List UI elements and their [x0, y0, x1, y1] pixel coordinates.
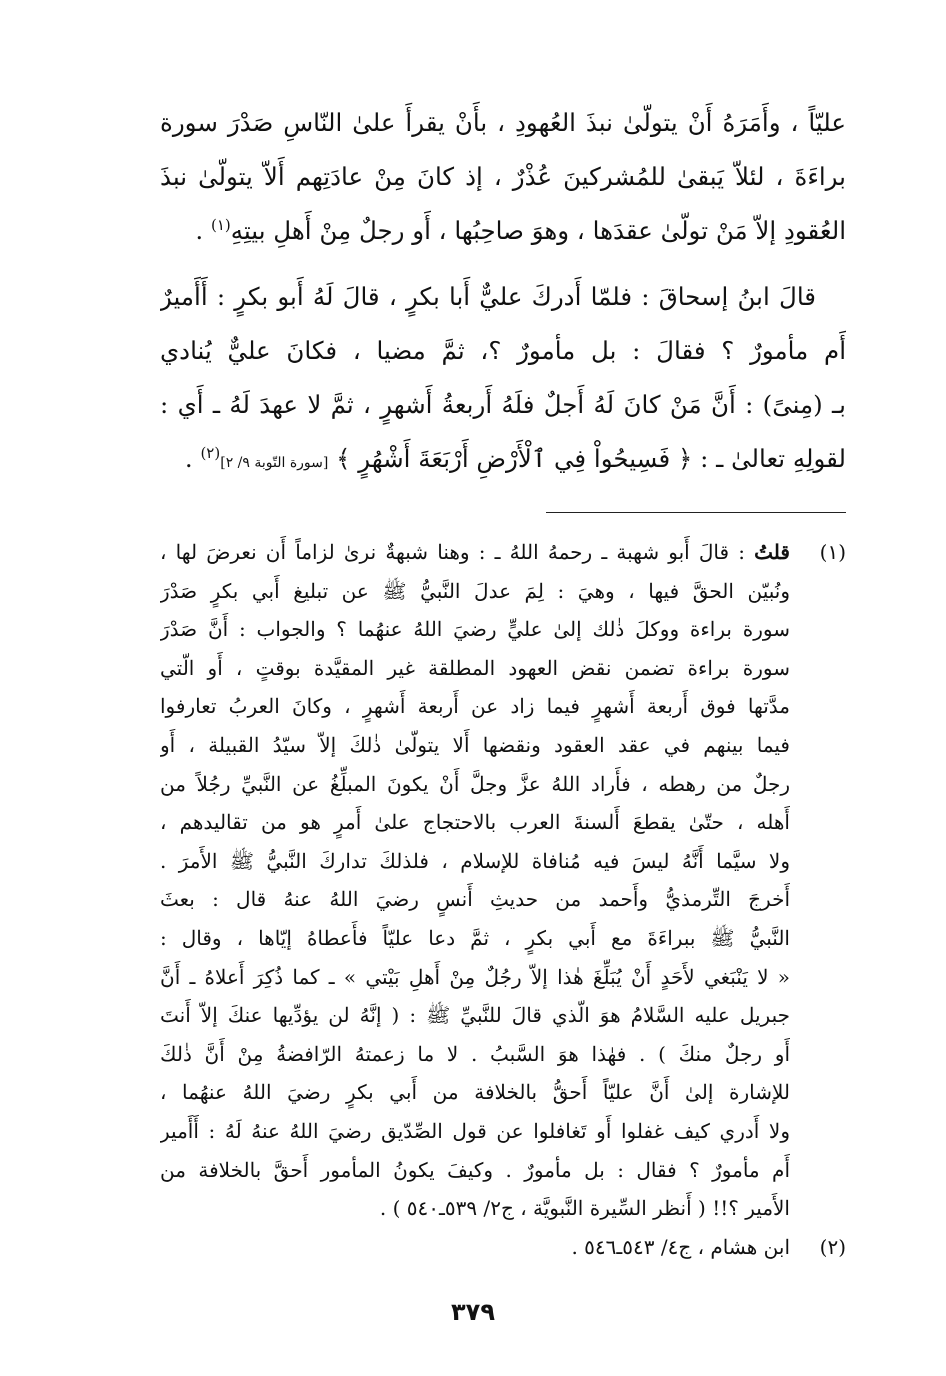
- footnote-line: أَم مأمورٌ ؟ فقال : بل مأمورٌ . وكيفَ يكونُ المأمور أَحقَّ بالخلافة من: [160, 1157, 790, 1182]
- quran-verse: لقولِهِ تعالىٰ ـ : ﴿ فَسِيحُواْ فِي ٱلْأَرْضِ أَرْبَعَةَ أَشْهُرٍ ﴾: [336, 444, 846, 473]
- main-line: قالَ ابنُ إسحاقَ : فلمّا أَدركَ عليٌّ أَبا بكرٍ ، قالَ لَهُ أَبو بكرٍ : أَأَميرٌ: [160, 282, 816, 311]
- footnote-line: ونُبيّن الحقَّ فيها ، وهيَ : لِمَ عدلَ النَّبيُّ ﷺ عن تبليغ أَبي بكرٍ صَدْرَ: [160, 578, 790, 603]
- main-line-text: العُقودِ إلاّ مَنْ تولّىٰ عقدَها ، وهوَ صاحِبُها ، أَو رجلٌ مِنْ أَهلِ بيتِهِ: [230, 216, 846, 245]
- footnote-line: سورة براءة تضمن نقض العهود المطلقة غير المقيَّدة بوقتٍ ، أَو الّتي: [160, 655, 790, 680]
- line-end: .: [195, 216, 211, 245]
- main-line: أَم مأمورٌ ؟ فقالَ : بل مأمورٌ ؟، ثمَّ مضيا ، فكانَ عليٌّ يُنادي: [160, 336, 846, 365]
- footnote-ref: (٢): [200, 443, 221, 462]
- footnote-line: أَخرجَ التِّرمذيُّ وأَحمد من حديثِ أَنسٍ رضيَ اللهُ عنهُ قال : بعثَ: [160, 887, 790, 912]
- footnote-line: ولا أَدري كيف غفلوا أَو تَغافلوا عن قول الصِّدّيق رضيَ اللهُ عنهُ لَهُ : أَأَمير: [160, 1118, 790, 1143]
- footnote-line: الأَمير ؟!! ( أَنظر السِّيرة النَّبويَّة ، ج٢/ ٥٣٩ـ٥٤٠ ) .: [379, 1196, 790, 1221]
- footnote-2: [160, 1228, 846, 1267]
- footnote-line: ولا سيَّما أَنَّهُ ليسَ فيه مُنافاة للإسلام ، فلذلكَ تداركَ النَّبيُّ ﷺ الأَمرَ .: [160, 848, 790, 873]
- footnote-line: سورة براءة ووكلَ ذٰلك إلىٰ عليٍّ رضيَ اللهُ عنهُما ؟ والجواب : أَنَّ صَدْرَ: [160, 617, 790, 642]
- main-line: بـ (مِنىً) : أَنَّ مَنْ كانَ لَهُ أَجلٌ فلَهُ أَربعةُ أَشهرٍ ، ثمَّ لا عهدَ لَهُ ـ أَي :: [160, 390, 846, 419]
- footnote-line: رجلٌ من رهطه ، فأَراد اللهُ عزَّ وجلَّ أَنْ يكونَ المبلِّغُ عن النَّبيِّ رجُلاً من: [160, 771, 790, 796]
- line-end: .: [184, 444, 201, 473]
- footnote-line: النَّبيُّ ﷺ ببراءَةَ مع أَبي بكرٍ ، ثمَّ دعا عليّاً فأَعطاهُ إيّاها ، وقال :: [160, 925, 790, 950]
- book-page: [160, 96, 846, 1266]
- surah-citation: [سورة التّوبة ٩/ ٢]: [220, 455, 329, 471]
- main-line: [160, 432, 846, 486]
- footnote-number: (٢): [819, 1234, 846, 1259]
- footnote-lead-word: قلتُ: [754, 540, 790, 564]
- footnote-line: ابن هشام ، ج٤/ ٥٤٣ـ٥٤٦ .: [571, 1234, 790, 1259]
- footnote-line: أَو رجلٌ منكَ ) . فهٰذا هوَ السَّببُ . لا ما زعمتهُ الرّافضةُ مِنْ أَنَّ ذٰلكَ: [160, 1041, 790, 1066]
- footnote-line: « لا يَنْبَغي لأَحَدٍ أَنْ يُبَلِّغَ هٰذا إلاّ رجُلٌ مِنْ أَهلِ بَيْتي » ـ كما ذُكِرَ أَعلاهُ ـ أَنَّ: [160, 964, 790, 989]
- footnote-line: قلتُ : قالَ أَبو شهبة ـ رحمهُ اللهُ ـ : وهنا شبهةٌ نرىٰ لزاماً أَن نعرضَ لها ،: [160, 540, 790, 564]
- footnote-ref: (١): [211, 215, 231, 234]
- footnote-line: أَهله ، حتّىٰ يقطعَ أَلسنةَ العرب بالاحتجاج علىٰ أَمرٍ هو من تقاليدهم ،: [160, 810, 790, 835]
- main-text: [160, 96, 846, 486]
- footnote-number: (١): [819, 540, 846, 564]
- footnotes: [160, 533, 846, 1266]
- footnote-separator: [546, 512, 846, 513]
- footnote-line: مدَّتها فوق أَربعة أَشهرٍ فيما زاد عن أَربعة أَشهرٍ ، وكانَ العربُ تعارفوا: [160, 694, 790, 719]
- main-line: عليّاً ، وأَمَرَهُ أَنْ يتولّىٰ نبذَ العُهودِ ، بأَنْ يقرأَ علىٰ النّاسِ صَدْرَ سورة: [160, 108, 846, 137]
- main-line: براءَةَ ، لئلاّ يَبقىٰ للمُشركينَ عُذْرٌ ، إذ كانَ مِنْ عادَتِهم أَلاّ يتولّىٰ نبذَ: [160, 162, 846, 191]
- footnote-line: جبريل عليه السَّلامُ هوَ الّذي قالَ للنَّبيِّ ﷺ : ( إنَّهُ لن يؤدِّيها عنكَ إلاّ أَنتَ: [160, 1003, 790, 1028]
- main-line: [160, 204, 846, 258]
- footnote-1: [160, 533, 846, 1228]
- page-number: ٣٧٩: [451, 1298, 495, 1326]
- footnote-line: فيما بينهم في عقد العقود ونقضها أَلا يتولّىٰ ذٰلكَ إلاّ سيّدُ القبيلة ، أَو: [160, 732, 790, 757]
- footnote-line: للإشارة إلىٰ أَنَّ عليّاً أَحقُّ بالخلافة من أَبي بكرٍ رضيَ اللهُ عنهُما ،: [160, 1080, 790, 1105]
